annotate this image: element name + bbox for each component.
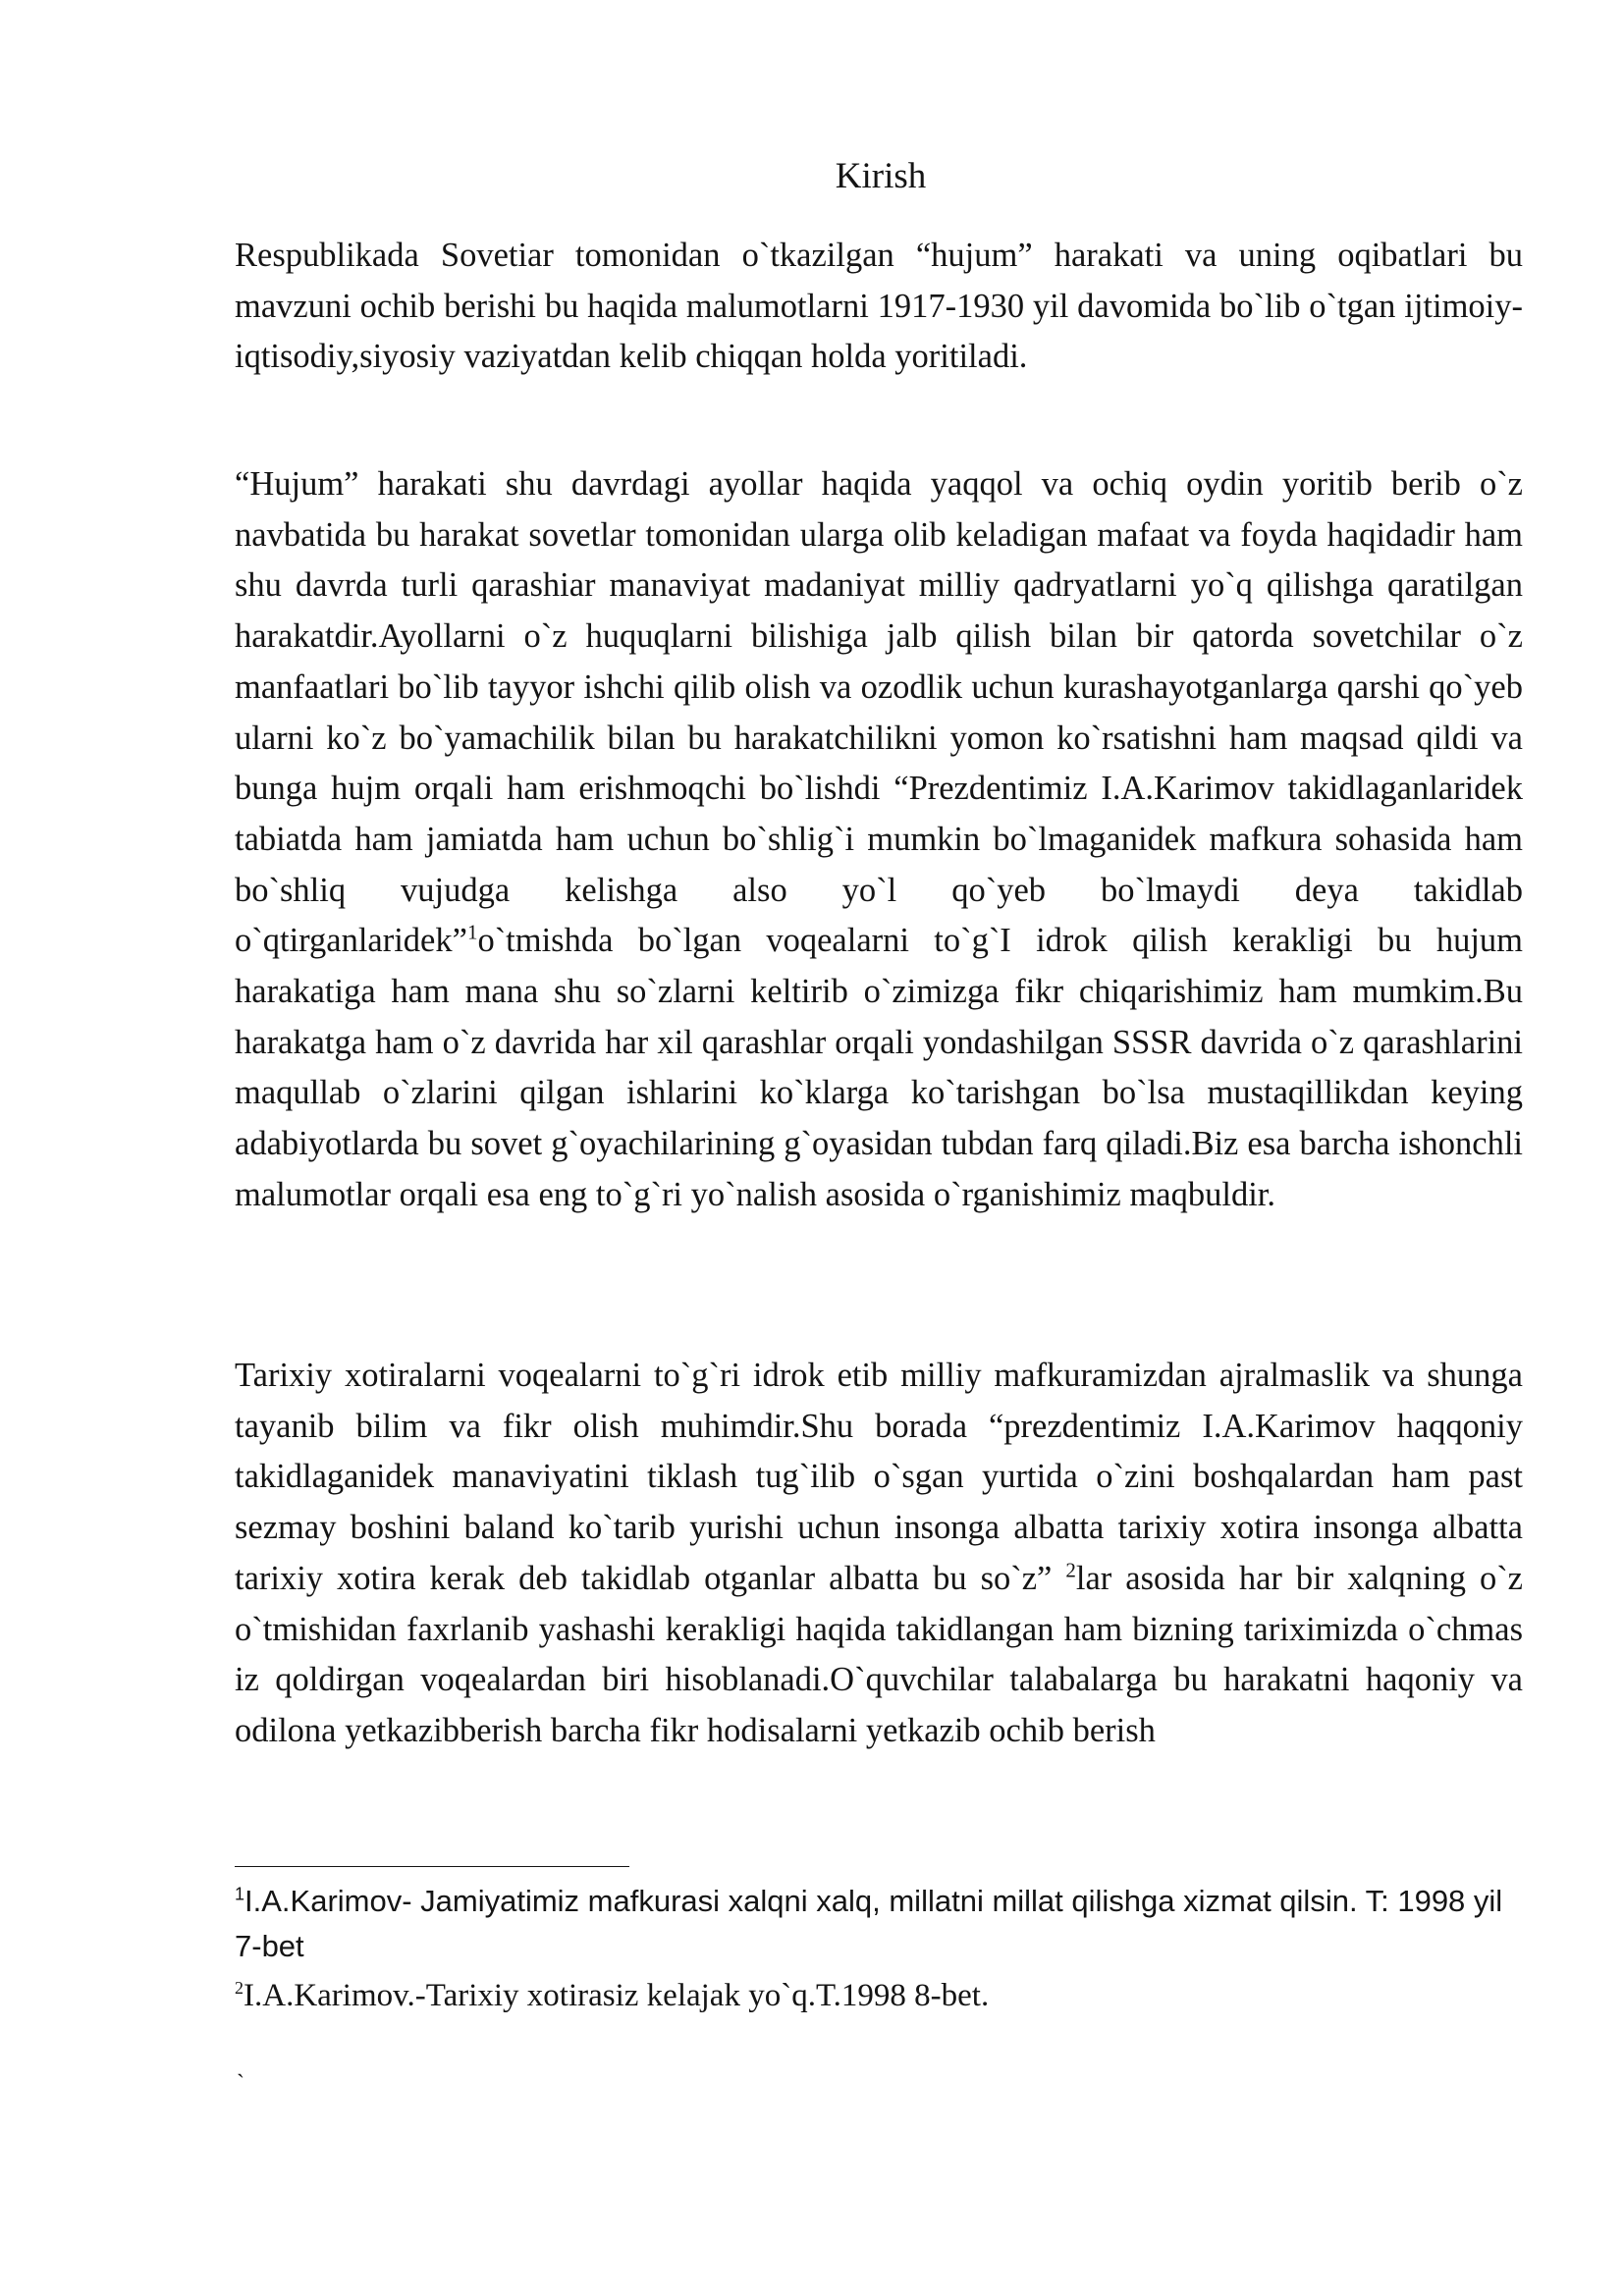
paragraph-2 — [235, 459, 1523, 1221]
paragraph-2-text-a: “Hujum” harakati shu davrdagi ayollar haqida yaqqol va ochiq oydin yoritib berib o`z navbatida bu harakat sovetlar tomonidan ularga olib keladigan mafaat va foyda haqidadir ham shu davrda turli qarashiar manaviyat madaniyat milliy qadryatlarni yo`q qilishga qaratilgan harakatdir.Ayollarni o`z huquqlarni bilishiga jalb qilish bilan bir qatorda sovetchilar o`z manfaatlari bo`lib tayyor ishchi qilib olish va ozodlik uchun kurashayotganlarga qarshi qo`yeb ularni ko`z bo`yamachilik bilan bu harakatchilikni yomon ko`rsatishni ham maqsad qildi va bunga hujm orqali ham erishmoqchi bo`lishdi “Prezdentimiz I.A.Karimov takidlaganlaridek tabiatda ham jamiatda ham uchun bo`shlig`i mumkin bo`lmaganidek mafkura sohasida ham bo`shliq vujudga kelishga also yo`l qo`yeb bo`lmaydi deya takidlab o`qtirganlaridek” — [235, 465, 1523, 960]
footnote-separator — [235, 1866, 629, 1867]
paragraph-2-text-b: o`tmishda bo`lgan voqealarni to`g`I idrok qilish kerakligi bu hujum harakatiga ham mana shu so`zlarni keltirib o`zimizga fikr chiqarishimiz ham mumkim.Bu harakatga ham o`z davrida har xil qarashlar orqali yondashilgan SSSR davrida o`z qarashlarini maqullab o`zlarini qilgan ishlarini ko`klarga ko`tarishgan bo`lsa mustaqillikdan keying adabiyotlarda bu sovet g`oyachilarining g`oyasidan tubdan farq qiladi.Biz esa barcha ishonchli malumotlar orqali esa eng to`g`ri yo`nalish asosida o`rganishimiz maqbuldir. — [235, 922, 1523, 1213]
paragraph-3-text-a: Tarixiy xotiralarni voqealarni to`g`ri idrok etib milliy mafkuramizdan ajralmaslik va shunga tayanib bilim va fikr olish muhimdir.Shu borada “prezdentimiz I.A.Karimov haqqoniy takidlaganidek manaviyatini tiklash tug`ilib o`sgan yurtida o`zini boshqalardan ham past sezmay boshini baland ko`tarib yurishi uchun insonga albatta tarixiy xotira insonga albatta tarixiy xotira kerak deb takidlab otganlar albatta bu so`z” — [235, 1357, 1523, 1597]
footnote-2 — [235, 1971, 1511, 2020]
stray-mark: ` — [237, 2071, 244, 2097]
footnote-1-text: I.A.Karimov- Jamiyatimiz mafkurasi xalqni xalq, millatni millat qilishga xizmat qilsin. T: 1998 yil 7-bet — [235, 1884, 1503, 1963]
footnote-reference-1[interactable]: 1 — [466, 920, 478, 944]
paragraph-3 — [235, 1351, 1523, 1757]
paragraph-1 — [235, 231, 1523, 383]
footnote-1 — [235, 1879, 1511, 1969]
page-title: Kirish — [835, 156, 927, 196]
paragraph-1-text: Respublikada Sovetiar tomonidan o`tkazilgan “hujum” harakati va uning oqibatlari bu mavzuni ochib berishi bu haqida malumotlarni 1917-1930 yil davomida bo`lib o`tgan ijtimoiy-iqtisodiy,siyosiy vaziyatdan kelib chiqqan holda yoritiladi. — [235, 237, 1523, 376]
paragraph-3-text-b: lar asosida har bir xalqning o`z o`tmishidan faxrlanib yashashi kerakligi haqida takidlangan ham bizning tariximizda o`chmas iz qoldirgan voqealardan biri hisoblanadi.O`quvchilar talabalarga bu harakatni haqoniy va odilona yetkazibberish barcha fikr hodisalarni yetkazib ochib berish — [235, 1559, 1523, 1749]
footnote-reference-2[interactable]: 2 — [1065, 1558, 1076, 1582]
footnote-1-mark: 1 — [235, 1884, 245, 1904]
footnote-2-text: I.A.Karimov.-Tarixiy xotirasiz kelajak yo`q.T.1998 8-bet. — [244, 1978, 990, 2013]
footnote-2-mark: 2 — [235, 1978, 244, 1998]
